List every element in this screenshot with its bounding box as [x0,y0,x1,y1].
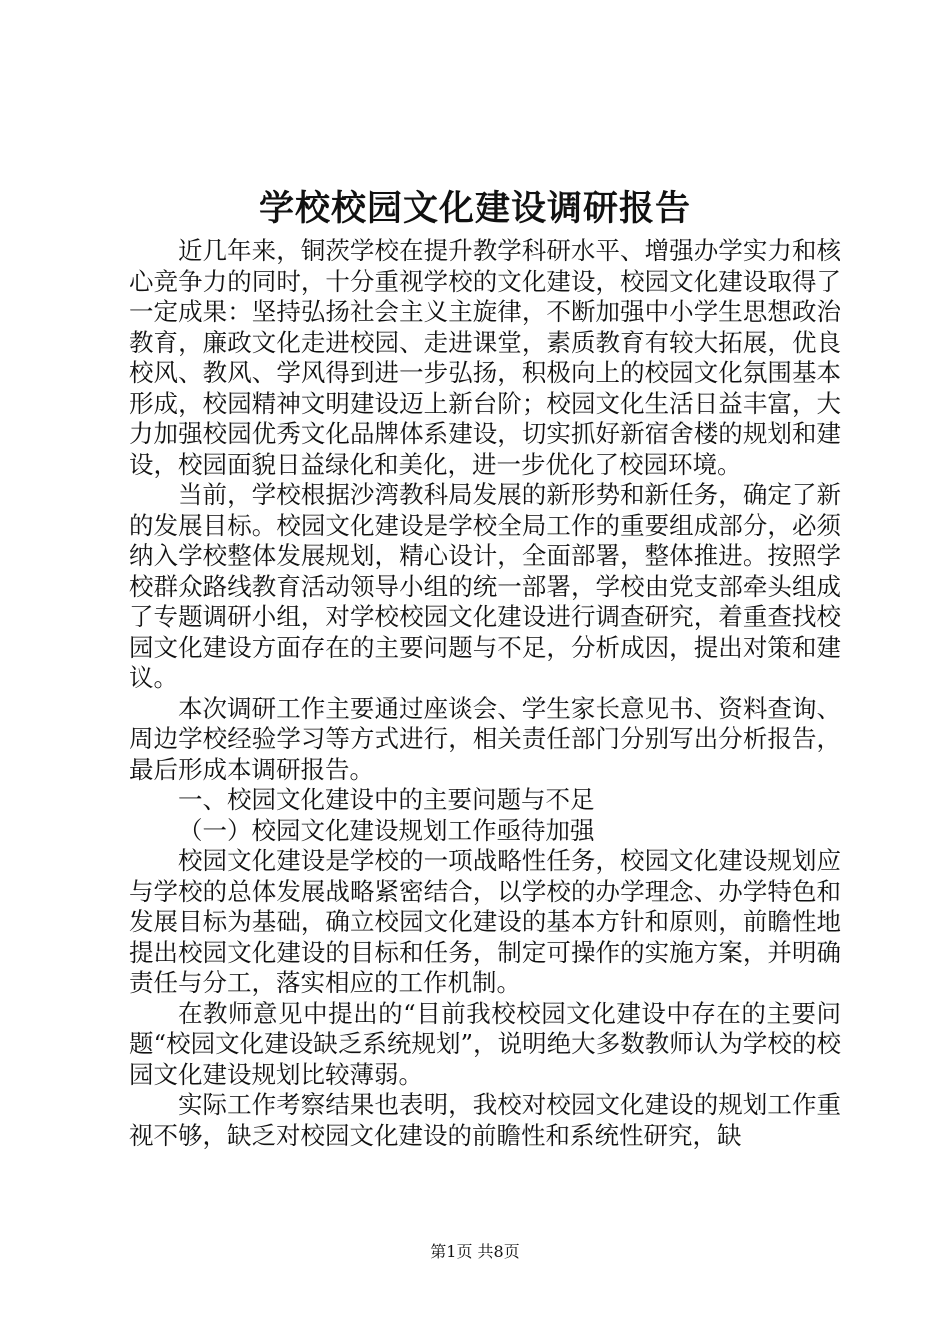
paragraph: 实际工作考察结果也表明，我校对校园文化建设的规划工作重视不够，缺乏对校园文化建设的前瞻性和系统性研究，缺 [129,1090,841,1150]
document-body [129,236,841,1151]
paragraph: 近几年来，铜茨学校在提升教学科研水平、增强办学实力和核心竞争力的同时，十分重视学校的文化建设，校园文化建设取得了一定成果：坚持弘扬社会主义主旋律，不断加强中小学生思想政治教育，廉政文化走进校园、走进课堂，素质教育有较大拓展，优良校风、教风、学风得到进一步弘扬，积极向上的校园文化氛围基本形成，校园精神文明建设迈上新台阶；校园文化生活日益丰富，大力加强校园优秀文化品牌体系建设，切实抓好新宿舍楼的规划和建设，校园面貌日益绿化和美化，进一步优化了校园环境。 [129,236,841,479]
paragraph: 在教师意见中提出的“目前我校校园文化建设中存在的主要问题“校园文化建设缺乏系统规划”，说明绝大多数教师认为学校的校园文化建设规划比较薄弱。 [129,998,841,1089]
paragraph: 当前，学校根据沙湾教科局发展的新形势和新任务，确定了新的发展目标。校园文化建设是学校全局工作的重要组成部分，必须纳入学校整体发展规划，精心设计，全面部署，整体推进。按照学校群众路线教育活动领导小组的统一部署，学校由党支部牵头组成了专题调研小组，对学校校园文化建设进行调查研究，着重查找校园文化建设方面存在的主要问题与不足，分析成因，提出对策和建议。 [129,480,841,692]
section-heading: 一、校园文化建设中的主要问题与不足 [178,785,595,814]
paragraph: 校园文化建设是学校的一项战略性任务，校园文化建设规划应与学校的总体发展战略紧密结合，以学校的办学理念、办学特色和发展目标为基础，确立校园文化建设的基本方针和原则，前瞻性地提出校园文化建设的目标和任务，制定可操作的实施方案，并明确责任与分工，落实相应的工作机制。 [129,846,841,997]
subsection-heading: （一）校园文化建设规划工作亟待加强 [178,815,595,845]
document-title: 学校校园文化建设调研报告 [258,188,691,229]
paragraph: 本次调研工作主要通过座谈会、学生家长意见书、资料查询、周边学校经验学习等方式进行，相关责任部门分别写出分析报告，最后形成本调研报告。 [129,693,841,784]
page-footer: 第1页 共8页 [430,1242,520,1261]
